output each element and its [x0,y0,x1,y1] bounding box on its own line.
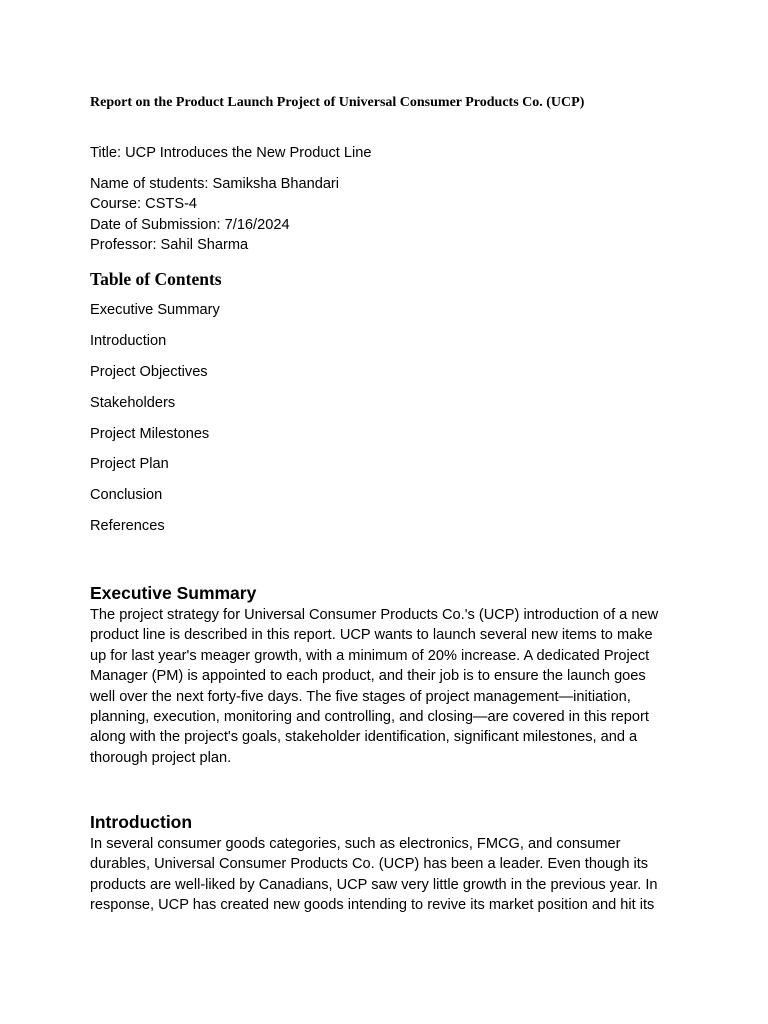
toc-item-conclusion: Conclusion [90,487,163,504]
toc-item-project-objectives: Project Objectives [90,363,208,380]
paragraph-line: The project strategy for Universal Consumer Products Co.'s (UCP) introduction of a new [90,607,659,623]
toc-item-references: References [90,518,165,535]
professor-line: Professor: Sahil Sharma [90,237,249,253]
toc-item-introduction: Introduction [90,332,167,349]
toc-item-project-milestones: Project Milestones [90,425,210,442]
paragraph-line: response, UCP has created new goods intending to revive its market position and hit its [90,897,655,914]
introduction-paragraph [90,834,690,916]
course-line: Course: CSTS-4 [90,196,198,212]
paragraph-line: well over the next forty-five days. The five stages of project management—initiation, [90,688,631,705]
executive-summary-paragraph [90,605,690,768]
date-line: Date of Submission: 7/16/2024 [90,217,290,233]
paragraph-line: products are well-liked by Canadians, UCP saw very little growth in the previous year. In [90,876,658,893]
students-line: Name of students: Samiksha Bhandari [90,176,340,192]
toc-item-project-plan: Project Plan [90,456,169,473]
report-title: Report on the Product Launch Project of Universal Consumer Products Co. (UCP) [90,95,585,110]
paragraph-line: along with the project's goals, stakeholder identification, significant milestones, and a [90,729,638,746]
paragraph-line: planning, execution, monitoring and controlling, and closing—are covered in this report [90,709,649,726]
introduction-heading: Introduction [90,812,193,832]
paragraph-line: thorough project plan. [90,749,232,766]
paragraph-line: durables, Universal Consumer Products Co. (UCP) has been a leader. Even though its [90,856,649,873]
paragraph-line: product line is described in this report. UCP wants to launch several new items to make [90,627,653,644]
toc-heading: Table of Contents [90,269,222,289]
executive-summary-heading: Executive Summary [90,583,257,603]
paragraph-line: up for last year's meager growth, with a minimum of 20% increase. A dedicated Project [90,647,650,664]
paragraph-line: In several consumer goods categories, such as electronics, FMCG, and consumer [90,836,621,852]
toc-item-executive-summary: Executive Summary [90,302,220,318]
paragraph-line: Manager (PM) is appointed to each product, and their job is to ensure the launch goes [90,668,646,685]
table-of-contents [90,300,220,547]
title-line: Title: UCP Introduces the New Product Line [90,145,372,161]
toc-item-stakeholders: Stakeholders [90,394,176,411]
